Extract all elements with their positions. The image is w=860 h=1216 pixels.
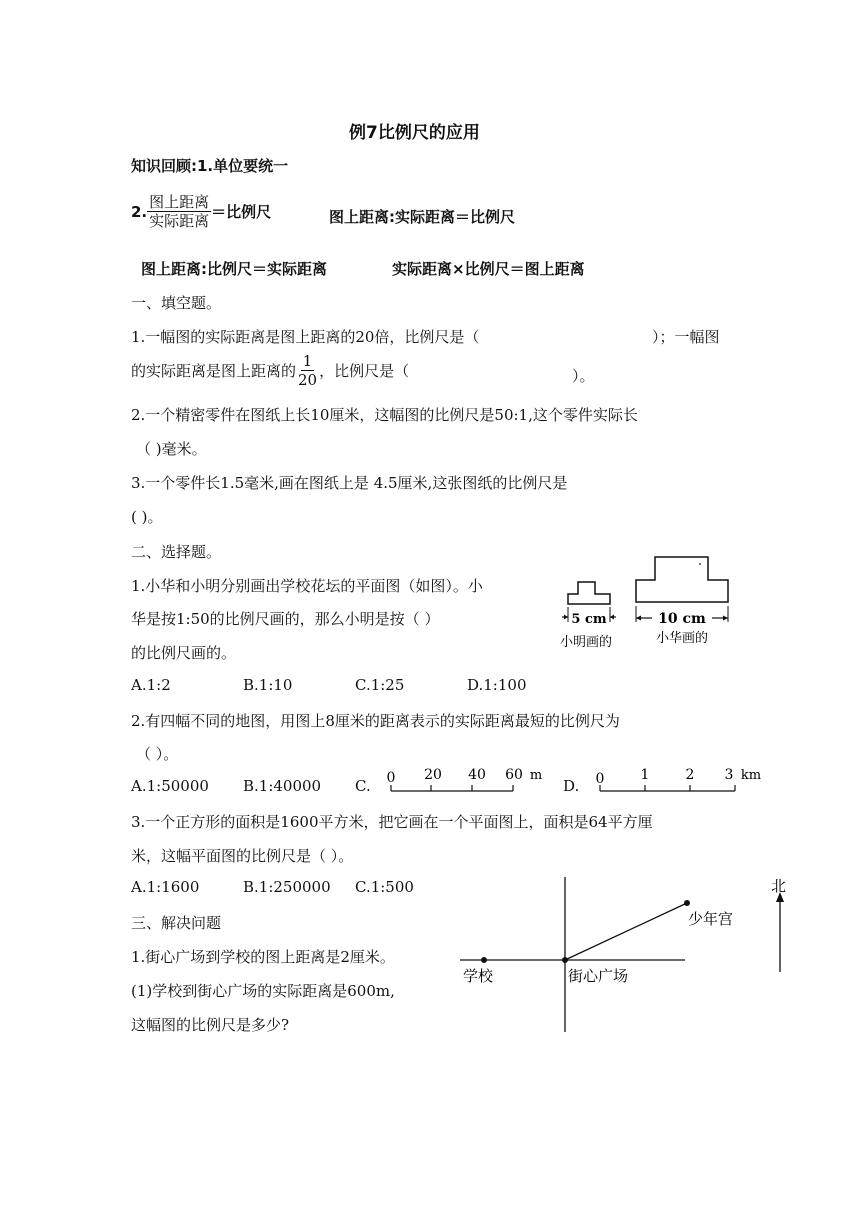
s2-q3-line-a: 3.一个正方形的面积是1600平方米，把它画在一个平面图上，面积是64平方厘 xyxy=(131,813,653,831)
square-label: 街心广场 xyxy=(568,967,629,985)
s3-q1-line-c: 这幅图的比例尺是多少? xyxy=(131,1016,290,1034)
s3-q1-line-a: 1.街心广场到学校的图上距离是2厘米。 xyxy=(131,948,395,966)
review-line-2-prefix: 2. xyxy=(131,202,148,221)
s2-q1-line-b: 华是按1:50的比例尺画的，那么小明是按（ ） xyxy=(131,610,440,628)
scale-c-label-0: 0 xyxy=(386,770,396,786)
s2-q2-option-a: A.1:50000 xyxy=(131,777,209,795)
route-to-palace xyxy=(565,903,687,960)
s2-q3-option-b: B.1:250000 xyxy=(243,878,331,896)
school-point xyxy=(481,957,487,963)
scale-d-label-0: 0 xyxy=(595,771,605,787)
review-line-3-formula-a: 图上距离:比例尺＝实际距离 xyxy=(141,260,327,278)
small-dim-label: 5 cm xyxy=(571,612,607,627)
scale-c-label-2: 40 xyxy=(468,767,486,783)
review-line-2-formula-b: 图上距离:实际距离＝比例尺 xyxy=(329,208,515,226)
scale-bar-d xyxy=(590,764,770,804)
s3-q1-line-b: (1)学校到街心广场的实际距离是600m, xyxy=(131,982,395,1000)
scale-d-label-1: 1 xyxy=(640,767,650,783)
s2-q2-option-c: C. xyxy=(355,777,371,795)
s2-q2-option-d: D. xyxy=(563,777,580,795)
flower-bed-figure xyxy=(552,552,734,652)
large-caption: 小华画的 xyxy=(655,631,709,646)
s2-q1-option-c: C.1:25 xyxy=(355,676,405,694)
small-caption: 小明画的 xyxy=(559,635,613,650)
large-bed-dot xyxy=(699,563,701,565)
large-dim-right-arrowhead xyxy=(723,616,728,621)
s2-q3-line-b: 米，这幅平面图的比例尺是（ ）。 xyxy=(131,847,354,865)
scale-d-label-3: 3 xyxy=(724,767,734,783)
s2-q2-line-b: （ ）。 xyxy=(136,745,179,763)
section-2-heading: 二、选择题。 xyxy=(131,543,222,561)
small-dim-left-arrowhead xyxy=(564,615,568,620)
scale-c-label-1: 20 xyxy=(424,767,442,783)
s1-q3-line-a: 3.一个零件长1.5毫米,画在图纸上是 4.5厘米,这张图纸的比例尺是 xyxy=(131,474,568,492)
s2-q1-option-a: A.1:2 xyxy=(131,676,171,694)
fraction-numerator: 1 xyxy=(302,352,313,370)
scale-c-unit: m xyxy=(529,768,543,783)
s2-q3-option-c: C.1:500 xyxy=(355,878,414,896)
review-line-1: 知识回顾:1.单位要统一 xyxy=(131,157,289,175)
s2-q2-line-a: 2.有四幅不同的地图，用图上8厘米的距离表示的实际距离最短的比例尺为 xyxy=(131,712,620,730)
fraction-denominator: 实际距离 xyxy=(149,212,210,230)
s2-q1-option-b: B.1:10 xyxy=(243,676,293,694)
s1-q1-line-a-close: ）；一幅图 xyxy=(652,328,720,346)
s2-q3-option-a: A.1:1600 xyxy=(131,878,200,896)
distance-ratio-fraction xyxy=(147,193,211,230)
s1-q1-line-b-close: ）。 xyxy=(572,367,595,385)
section-3-heading: 三、解决问题 xyxy=(131,914,222,932)
s1-q1-line-b-post: ，比例尺是（ xyxy=(319,362,410,380)
small-flower-bed-outline xyxy=(568,582,610,604)
s2-q1-line-c: 的比例尺画的。 xyxy=(131,644,237,662)
large-flower-bed-outline xyxy=(636,557,728,602)
review-line-2-equation: ＝比例尺 xyxy=(211,203,272,221)
s1-q1-line-b xyxy=(131,352,409,389)
fraction-numerator: 图上距离 xyxy=(149,193,210,211)
palace-label: 少年宫 xyxy=(688,910,734,928)
one-twentieth-fraction xyxy=(296,352,319,389)
school-label: 学校 xyxy=(463,967,494,985)
scale-d-unit: km xyxy=(740,768,762,783)
scale-c-label-3: 60 xyxy=(505,767,523,783)
s1-q1-line-b-pre: 的实际距离是图上距离的 xyxy=(131,362,297,380)
s1-q2-line-a: 2.一个精密零件在图纸上长10厘米，这幅图的比例尺是50:1,这个零件实际长 xyxy=(131,406,638,424)
palace-point xyxy=(684,900,690,906)
review-line-2 xyxy=(131,193,271,230)
fraction-denominator: 20 xyxy=(298,371,318,389)
scale-bar-c xyxy=(382,764,552,804)
square-point xyxy=(562,957,568,963)
large-dim-left-arrowhead xyxy=(636,616,641,621)
section-1-heading: 一、填空题。 xyxy=(131,294,222,312)
s1-q1-line-a: 1.一幅图的实际距离是图上距离的20倍，比例尺是（ xyxy=(131,328,480,346)
review-line-3-formula-b: 实际距离×比例尺＝图上距离 xyxy=(392,260,585,278)
north-label: 北 xyxy=(771,877,787,895)
scale-d-label-2: 2 xyxy=(685,767,695,783)
s1-q2-line-b: （ )毫米。 xyxy=(136,440,207,458)
location-map xyxy=(455,870,800,1040)
small-dim-right-arrowhead xyxy=(610,615,614,620)
s2-q1-line-a: 1.小华和小明分别画出学校花坛的平面图（如图）。小 xyxy=(131,577,483,595)
s2-q1-option-d: D.1:100 xyxy=(467,676,527,694)
s2-q2-option-b: B.1:40000 xyxy=(243,777,322,795)
s1-q3-line-b: ( )。 xyxy=(131,508,163,526)
large-dim-label: 10 cm xyxy=(658,611,706,627)
page-title: 例7比例尺的应用 xyxy=(349,123,480,143)
